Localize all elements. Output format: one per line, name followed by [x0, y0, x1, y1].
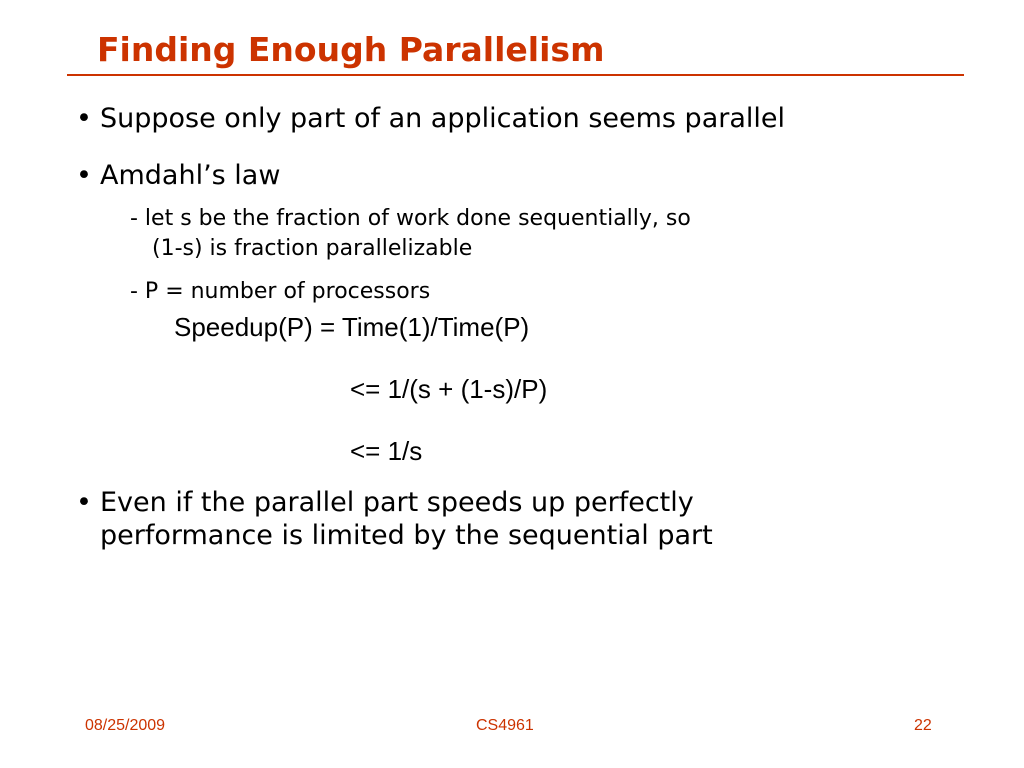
bullet-text: Suppose only part of an application seems parallel	[100, 103, 786, 134]
bullet-text: Even if the parallel part speeds up perfectly	[100, 487, 694, 518]
bullet-limited	[76, 486, 694, 519]
title-underline	[67, 74, 964, 76]
bullet-limited-continued: performance is limited by the sequential part	[100, 520, 713, 551]
footer-date: 08/25/2009	[85, 717, 166, 734]
footer-page-number: 22	[914, 717, 932, 734]
bullet-amdahl	[76, 159, 280, 192]
footer-course: CS4961	[476, 717, 534, 734]
formula-bound-1: <= 1/(s + (1-s)/P)	[350, 374, 548, 404]
sub-bullet-fraction-line2: (1-s) is fraction parallelizable	[152, 236, 473, 261]
sub-bullet-processors: - P = number of processors	[130, 279, 431, 304]
formula-speedup: Speedup(P) = Time(1)/Time(P)	[174, 312, 530, 342]
sub-bullet-fraction-line1: - let s be the fraction of work done sequentially, so	[130, 206, 691, 231]
bullet-glyph: •	[76, 103, 92, 134]
formula-bound-2: <= 1/s	[350, 436, 423, 466]
slide-title: Finding Enough Parallelism	[97, 30, 605, 69]
bullet-glyph: •	[76, 487, 92, 518]
bullet-text: Amdahl’s law	[100, 160, 281, 191]
bullet-glyph: •	[76, 160, 92, 191]
bullet-suppose	[76, 102, 785, 135]
